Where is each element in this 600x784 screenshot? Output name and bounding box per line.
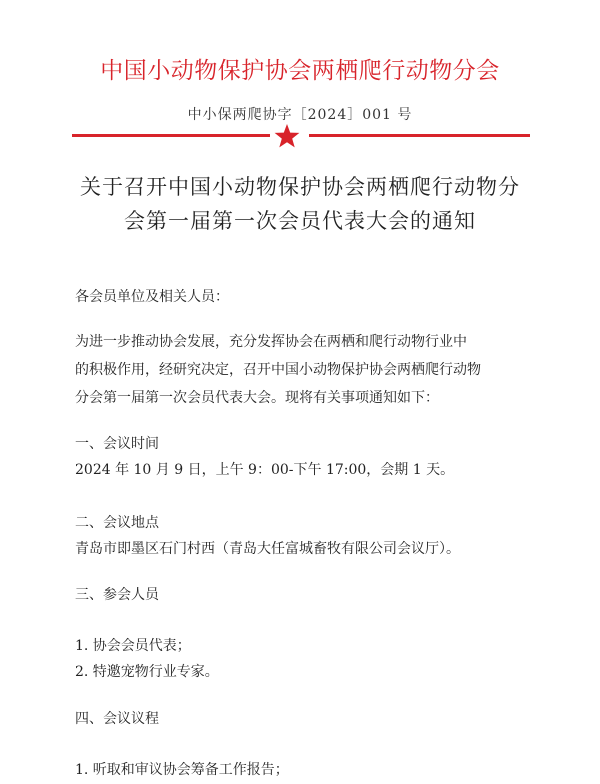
salutation: 各会员单位及相关人员： [75, 289, 229, 305]
section-heading-location: 二、会议地点 [75, 515, 159, 531]
agenda-item: 1. 听取和审议协会筹备工作报告； [75, 762, 289, 778]
star-icon [272, 123, 302, 149]
attendee-item: 2. 特邀宠物行业专家。 [75, 664, 219, 680]
meeting-location: 青岛市即墨区石门村西（青岛大任富城畜牧有限公司会议厅）。 [75, 541, 460, 557]
section-heading-time: 一、会议时间 [75, 436, 159, 452]
document-number: 中小保两爬协字［2024］001 号 [187, 107, 413, 123]
intro-paragraph-line: 为进一步推动协会发展，充分发挥协会在两栖和爬行动物行业中 [75, 334, 467, 350]
red-divider-right [309, 134, 530, 137]
notice-title-line: 关于召开中国小动物保护协会两栖爬行动物分 [80, 175, 520, 199]
meeting-time: 2024 年 10 月 9 日，上午 9：00-下午 17:00，会期 1 天。 [75, 462, 455, 478]
notice-title [55, 170, 545, 238]
organization-name: 中国小动物保护协会两栖爬行动物分会 [100, 58, 500, 84]
intro-paragraph-line: 的积极作用，经研究决定，召开中国小动物保护协会两栖爬行动物 [75, 362, 481, 378]
intro-paragraph-line: 分会第一届第一次会员代表大会。现将有关事项通知如下： [75, 390, 439, 406]
notice-title-line: 会第一届第一次会员代表大会的通知 [124, 209, 476, 233]
section-heading-attendees: 三、参会人员 [75, 587, 159, 603]
attendee-item: 1. 协会会员代表； [75, 638, 191, 654]
red-divider-left [72, 134, 270, 137]
section-heading-agenda: 四、会议议程 [75, 711, 159, 727]
